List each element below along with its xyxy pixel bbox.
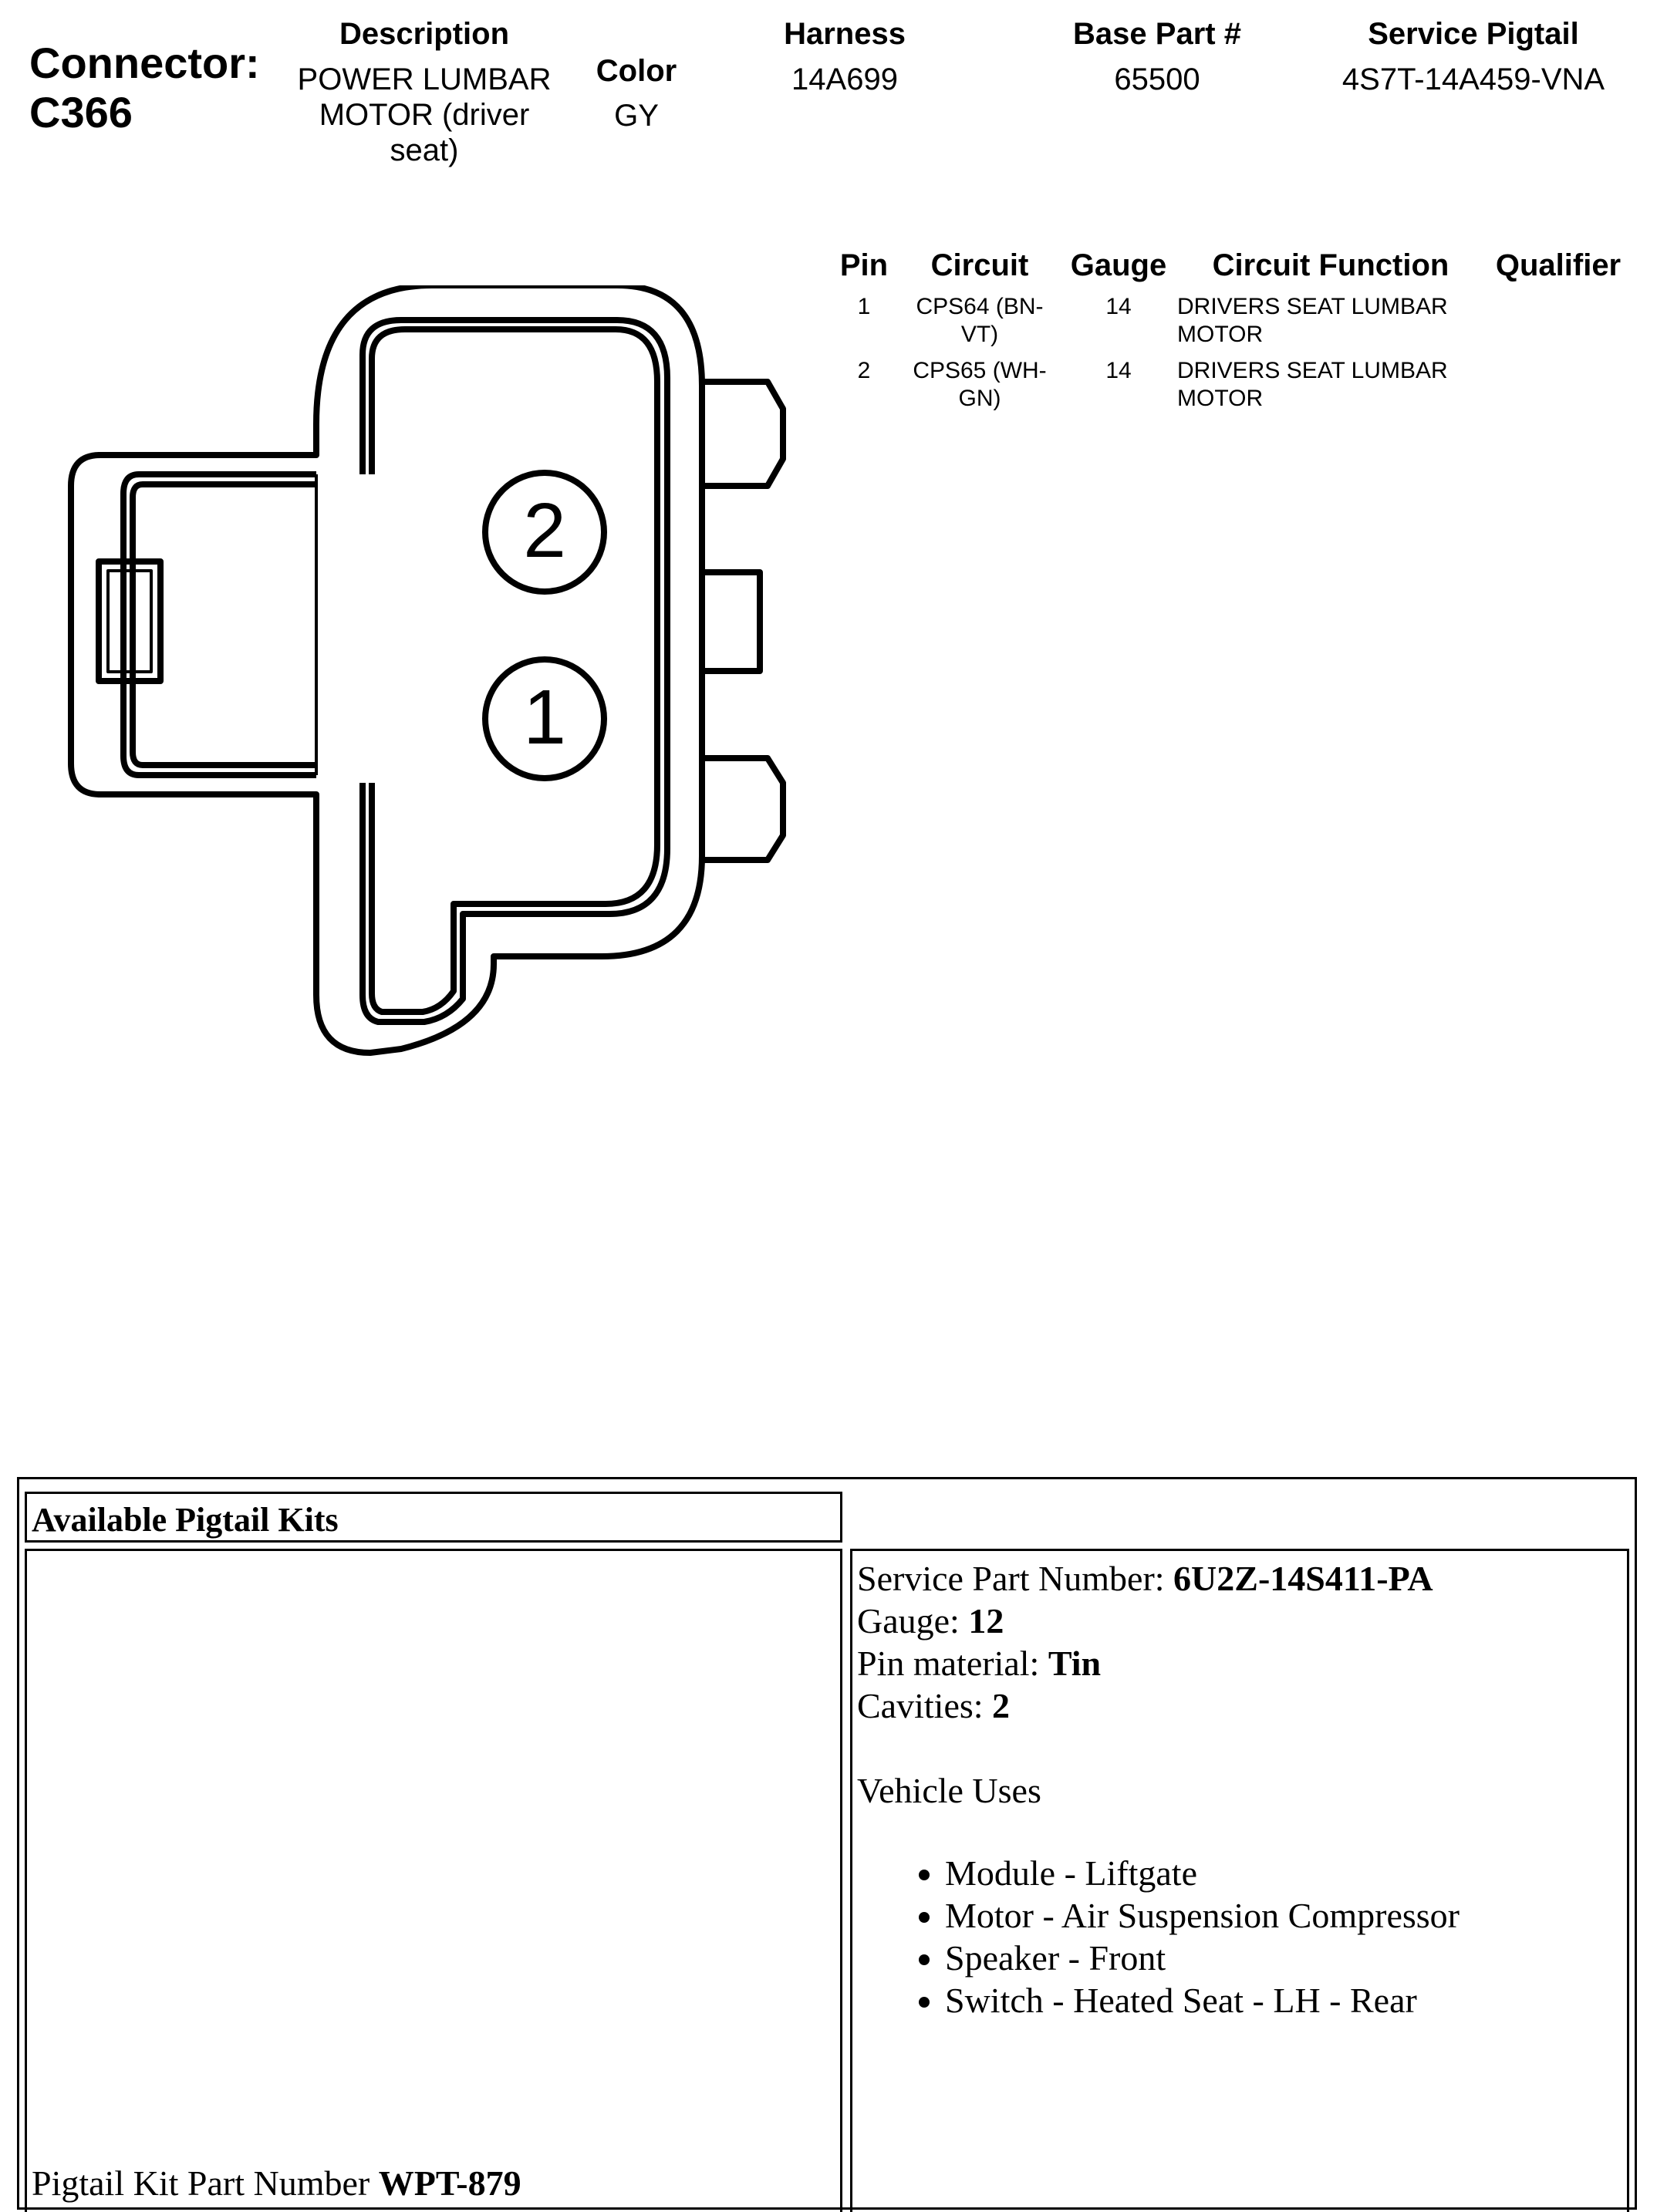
connector-title — [29, 39, 260, 137]
pigtail-kit-details — [850, 1549, 1629, 2212]
gauge-value: 12 — [968, 1601, 1004, 1640]
circuit-line-2: VT) — [960, 322, 999, 347]
pin-material-value: Tin — [1048, 1644, 1102, 1683]
qualifier-header: Qualifier — [1495, 248, 1622, 282]
function-line-2: MOTOR — [1177, 322, 1264, 347]
base-part-value: 65500 — [1114, 62, 1200, 96]
terminal-middle — [702, 572, 760, 671]
list-item: • Speaker - Front — [945, 1937, 1460, 1979]
description-label: Description — [339, 17, 510, 51]
cavities-value: 2 — [992, 1686, 1011, 1725]
gauge-label: Gauge: — [857, 1601, 969, 1640]
table-row-2-function — [1177, 357, 1486, 413]
function-line-1: DRIVERS SEAT LUMBAR — [1177, 294, 1448, 319]
function-line-1: DRIVERS SEAT LUMBAR — [1177, 358, 1448, 383]
service-part-number — [857, 1557, 1433, 1600]
housing-outer-outline — [71, 285, 702, 1053]
function-header: Circuit Function — [1212, 248, 1449, 282]
pigtail-kit-part-number — [32, 2162, 521, 2204]
table-row-2-circuit — [887, 357, 1072, 413]
list-item: • Module - Liftgate — [945, 1852, 1460, 1894]
gauge-header: Gauge — [1070, 248, 1167, 282]
connector-id: C366 — [29, 88, 133, 137]
service-pigtail-value: 4S7T-14A459-VNA — [1341, 62, 1605, 96]
pin-1-label: 1 — [523, 674, 566, 760]
pigtail-kits-title-box — [25, 1492, 842, 1543]
connector-label: Connector: — [29, 39, 260, 87]
color-label: Color — [596, 54, 677, 88]
color-value: GY — [614, 99, 659, 133]
vehicle-uses-list — [914, 1852, 1460, 2021]
description-line-3: seat) — [390, 133, 459, 167]
vehicle-uses-label: Vehicle Uses — [857, 1771, 1041, 1810]
kit-part-label: Pigtail Kit Part Number — [32, 2163, 379, 2203]
cavities-label: Cavities: — [857, 1686, 993, 1725]
pin-material-spec — [857, 1642, 1101, 1684]
circuit-line-1: CPS64 (BN- — [916, 294, 1044, 319]
pin-2-label: 2 — [523, 487, 566, 574]
circuit-header: Circuit — [930, 248, 1029, 282]
kit-part-value: WPT-879 — [378, 2163, 521, 2203]
connector-diagram — [62, 285, 802, 1072]
service-part-value: 6U2Z-14S411-PA — [1173, 1559, 1433, 1598]
terminal-bottom — [702, 758, 783, 860]
service-part-label: Service Part Number: — [857, 1559, 1174, 1598]
harness-value: 14A699 — [791, 62, 898, 96]
pin-material-label: Pin material: — [857, 1644, 1048, 1683]
function-line-2: MOTOR — [1177, 386, 1264, 411]
harness-label: Harness — [784, 17, 906, 51]
base-part-label: Base Part # — [1073, 17, 1241, 51]
description-value — [278, 62, 571, 168]
table-row-1-function — [1177, 293, 1486, 349]
table-row-1-pin: 1 — [857, 294, 871, 319]
cavities-spec — [857, 1684, 1010, 1727]
service-pigtail-label: Service Pigtail — [1368, 17, 1579, 51]
pin-header: Pin — [839, 248, 889, 282]
table-row-2-pin: 2 — [857, 358, 871, 383]
list-item: • Motor - Air Suspension Compressor — [945, 1894, 1460, 1937]
circuit-line-1: CPS65 (WH- — [913, 358, 1047, 383]
gauge-spec — [857, 1600, 1004, 1642]
description-line-1: POWER LUMBAR — [297, 62, 552, 96]
table-row-2-gauge: 14 — [1105, 358, 1132, 383]
circuit-line-2: GN) — [958, 386, 1001, 411]
housing-inner-outline — [363, 320, 667, 1022]
terminal-top — [702, 382, 783, 486]
pigtail-kits-title: Available Pigtail Kits — [32, 1501, 339, 1539]
pigtail-kit-image-area — [25, 1549, 842, 2212]
description-line-2: MOTOR (driver — [319, 98, 530, 132]
list-item: • Switch - Heated Seat - LH - Rear — [945, 1979, 1460, 2021]
table-row-1-circuit — [887, 293, 1072, 349]
table-row-1-gauge: 14 — [1105, 294, 1132, 319]
